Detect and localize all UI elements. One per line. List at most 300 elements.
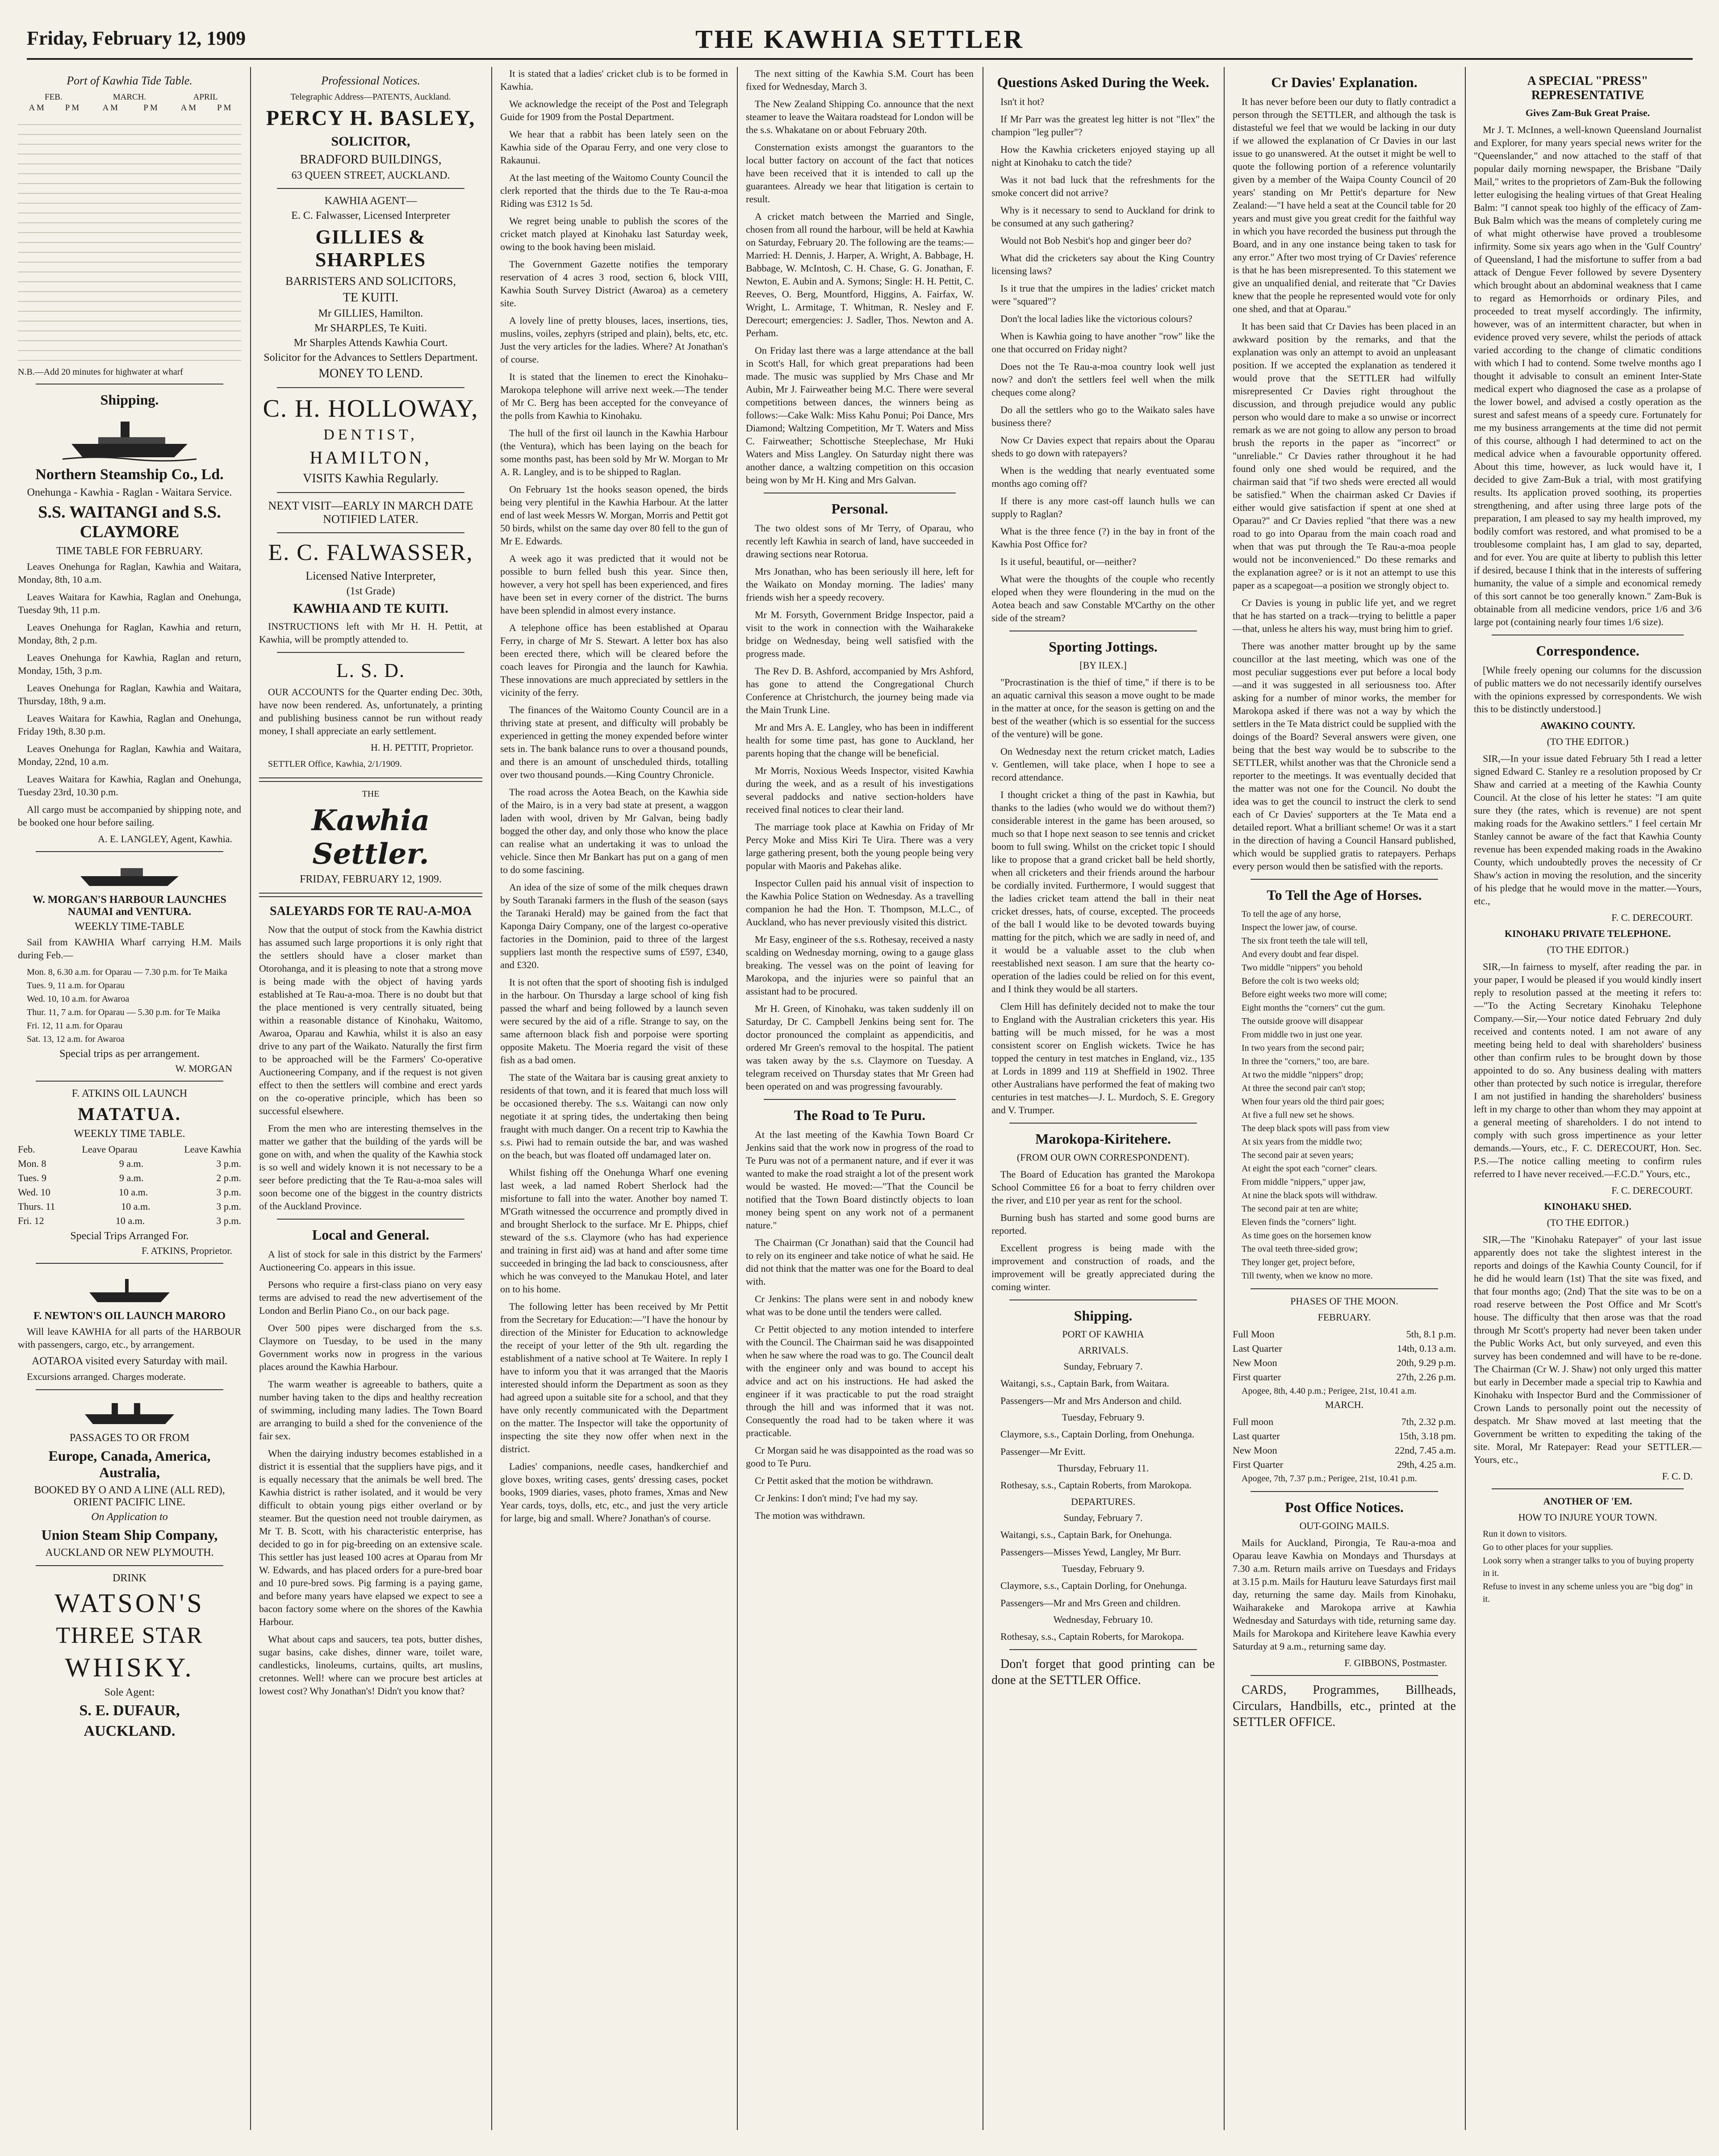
nss-company-name: Northern Steamship Co., Ld. (35, 466, 224, 483)
column-rule (737, 67, 738, 2130)
article-paragraph: We hear that a rabbit has been lately seen on the Kawhia side of the Oparau Ferry, and one very close to Rakaunui. (500, 129, 728, 166)
questions-heading: Questions Asked During the Week. (997, 74, 1209, 90)
tide-month: FEB. (45, 92, 63, 102)
shipping-heading: Shipping. (100, 392, 159, 408)
nss-signature: A. E. LANGLEY, Agent, Kawhia. (98, 833, 232, 844)
falwasser-text: INSTRUCTIONS left with Mr H. H. Pettit, at Kawhia, will be promptly attended to. (259, 621, 482, 645)
article-paragraph: An idea of the size of some of the milk cheques drawn by South Taranaki farmers in the flush of the season (says the Taranaki Herald) may be gained from the fact that Kaponga Dairy Company, one of the largest co-operative factories in the Dominion, paid to three of the largest suppliers last month the respective sums of £597, £340, and £320. (500, 882, 728, 970)
marokopa-byline: (FROM OUR OWN CORRESPONDENT). (1016, 1152, 1190, 1163)
launch-icon (76, 858, 183, 890)
departure-date: Wednesday, February 10. (1053, 1614, 1153, 1625)
atkins-name: F. ATKINS OIL LAUNCH (71, 1088, 188, 1099)
atkins-row: Mon. 8 9 a.m. 3 p.m. (18, 1158, 241, 1169)
basley-street: 63 QUEEN STREET, AUCKLAND. (291, 170, 450, 181)
poem-line: The oval teeth three-sided grow; (1242, 1244, 1358, 1254)
divider (277, 387, 464, 388)
article-paragraph: Over 500 pipes were discharged from the s.s. Claymore on Tuesday, to be used in the many Government works now in progress in the various places around the Kawhia Harbour. (259, 1322, 482, 1372)
poem-line: They longer get, project before, (1242, 1258, 1355, 1267)
departures-heading: DEPARTURES. (1071, 1496, 1135, 1507)
question-item: What is the three fence (?) in the bay in front of the Kawhia Post Office for? (991, 526, 1215, 550)
gillies-title: BARRISTERS AND SOLICITORS, (285, 275, 456, 288)
gillies-name: GILLIES & SHARPLES (315, 226, 427, 271)
saleyards-heading: SALEYARDS FOR TE RAU-A-MOA (270, 904, 472, 918)
question-item: When is Kawhia going to have another "row" like the one that occurred on Friday night? (991, 330, 1215, 355)
holloway-name: C. H. HOLLOWAY, (263, 395, 479, 422)
question-item: If there is any more cast-off launch hulls we can supply to Raglan? (991, 495, 1215, 519)
holloway-next-visit: NEXT VISIT—EARLY IN MARCH DATE NOTIFIED LATER. (268, 499, 473, 526)
letter-paragraph: SIR,—In fairness to myself, after reading the par. in your paper, I would be pleased if you would kindly insert reply to resolution passed at the meeting it refers to:—"To the Acting Secretary Kinohaku Telephone Company.—Sir,—Your notice dated February 2nd duly received and contents noted. I am not aware of any meeting being held to deal with shareholders' business other than confirm rules to be brought down by those appointed to do so. Any business dealing with matters other than protected by such notice is irregular, therefore I am not justified in handing the shareholders' business left in my charge to other than whom they may appoint at a general meeting of shareholders. I do not intend to comply with such gross impertinence as your letter demands.—Yours, etc., F. C. DERECOURT, Hon. Sec. P.S.—The notice calling meeting to confirm rules referred to I have never received.—F.C.D." Yours, etc., (1474, 961, 1702, 1179)
article-paragraph: Mr and Mrs A. E. Langley, who has been in indifferent health for some time past, has gone to Auckland, her parents hoping that the change will be beneficial. (746, 722, 974, 759)
injure-heading: HOW TO INJURE YOUR TOWN. (1518, 1512, 1657, 1523)
nss-line: Leaves Waitara for Kawhia, Raglan and Onehunga, Tuesday 9th, 11 p.m. (18, 591, 241, 615)
article-paragraph: A week ago it was predicted that it would not be possible to burn felled bush this year. Since then, however, a very hot spell has been experienced, and fires have been set in every corner of the district. The burns have been splendid in almost every instance. (500, 553, 728, 616)
tide-header: A M (29, 103, 44, 113)
road-heading: The Road to Te Puru. (794, 1107, 926, 1123)
awakino-heading: AWAKINO COUNTY. (1540, 720, 1635, 731)
poem-line: Inspect the lower jaw, of course. (1242, 923, 1358, 932)
article-paragraph: Burning bush has started and some good burns are reported. (991, 1212, 1215, 1236)
marokopa-heading: Marokopa-Kiritehere. (1035, 1131, 1171, 1147)
issue-date: Friday, February 12, 1909 (27, 27, 246, 49)
nss-timetable-title: TIME TABLE FOR FEBRUARY. (56, 545, 203, 557)
atkins-row: Wed. 10 10 a.m. 3 p.m. (18, 1187, 241, 1198)
kawhia-agent-name: E. C. Falwasser, Licensed Interpreter (291, 210, 450, 221)
article-paragraph: Cr Pettit asked that the motion be withdrawn. (755, 1475, 933, 1486)
divider (1251, 1675, 1438, 1676)
column-rule (250, 67, 251, 2130)
column-rule (491, 67, 492, 2130)
column-1 (18, 67, 241, 2130)
to-editor: (TO THE EDITOR.) (1547, 944, 1629, 955)
article-paragraph: Mrs Jonathan, who has been seriously ill here, left for the Waikato on Monday morning. The ladies' many friends wish her a speedy recovery. (746, 566, 974, 603)
poem-line: From middle "nippers," upper jaw, (1242, 1177, 1366, 1187)
nss-line: Leaves Onehunga for Raglan, Kawhia and Waitara, Thursday, 18th, 9 a.m. (18, 682, 241, 706)
poem-line: The outside groove will disappear (1242, 1016, 1363, 1026)
gillies-partner: Mr SHARPLES, Te Kuiti. (314, 322, 427, 334)
moon-row: First Quarter 29th, 4.25 a.m. (1233, 1459, 1456, 1470)
atkins-timetable-title: WEEKLY TIME TABLE. (74, 1128, 185, 1140)
article-paragraph: It is not often that the sport of shooting fish is indulged in the harbour. On Thursday a large school of king fish passed the wharf and being followed by a launch seven were secured by the aid of a rifle. Strange to say, on the same afternoon black fish and porpoise were sporting opposite Maketu. The Moeria regard the visit of these fish as a bad omen. (500, 977, 728, 1065)
watson-name: WATSON'S (54, 1588, 205, 1618)
divider (36, 1565, 223, 1566)
question-item: How the Kawhia cricketers enjoyed staying up all night at Kinohaku to catch the tide? (991, 144, 1215, 168)
newspaper-title: THE KAWHIA SETTLER (695, 25, 1024, 54)
morgan-intro: Sail from KAWHIA Wharf carrying H.M. Mails during Feb.— (18, 936, 241, 961)
moon-row: New Moon 22nd, 7.45 a.m. (1233, 1445, 1456, 1456)
poem-line: The deep black spots will pass from view (1242, 1124, 1390, 1133)
gillies-solicitor: Solicitor for the Advances to Settlers Department. (263, 352, 478, 364)
watson-three-star: THREE STAR (56, 1623, 203, 1648)
article-paragraph: The next sitting of the Kawhia S.M. Court has been fixed for Wednesday, March 3. (746, 68, 974, 92)
departure-date: Tuesday, February 9. (1062, 1563, 1145, 1574)
question-item: Is it true that the umpires in the ladies' cricket match were "squared"? (991, 283, 1215, 307)
article-paragraph: It has been said that Cr Davies has been placed in an awkward position by the remarks, and that the explanation was only an attempt to avoid an unpleasant position. If we accepted the explanation as tendered it would prove that the SETTLER had wilfully misrepresented Cr Davies right throughout the discussion, and through prejudice would any public person who would dare to make a so unwise or incorrect remark as we are not going to allow any person to broad brush the reports in the paper as "incorrect" or "unreliable." Cr Davies rather throughout it he had found only one shed would be required, and the chairman said that "if two sheds were erected all would be satisfied." When the chairman asked Cr Davies if either would give satisfaction if spent at one shed at Oparau?" and Cr Davies replied "that there was a new road to go into Oparau from the main coach road and when that was put through the Te Rau-a-moa people would not be inconvenienced." Do these remarks and the explanation agree? or is it not an attempt to use this paper as a scapegoat—a position we strongly object to. (1233, 321, 1456, 591)
article-paragraph: The Chairman (Cr Jonathan) said that the Council had to rely on its engineer and take notice of what he said. He did not think that the matter was one for the Board to deal with. (746, 1237, 974, 1287)
question-item: When is the wedding that nearly eventuated some months ago coming off? (991, 465, 1215, 489)
column-rule (1465, 67, 1466, 2130)
atkins-signature: F. ATKINS, Proprietor. (142, 1245, 232, 1256)
poem-line: In three the "corners," too, are bare. (1242, 1057, 1369, 1066)
arrival-date: Tuesday, February 9. (1062, 1412, 1145, 1423)
injure-item: Look sorry when a stranger talks to you of buying property in it. (1483, 1556, 1694, 1578)
divider (36, 851, 223, 852)
watson-whisky: WHISKY. (65, 1653, 194, 1682)
question-item: Why is it necessary to send to Auckland for drink to be consumed at any such gathering? (991, 205, 1215, 229)
article-paragraph: Mr Easy, engineer of the s.s. Rothesay, received a nasty scalding on Wednesday morning, owing to a gauge glass breaking. The vessel was on the point of leaving for Marokopa, and the injuries were so painful that an assistant had to be procured. (746, 934, 974, 997)
moon-row: Full Moon 5th, 8.1 p.m. (1233, 1329, 1456, 1340)
poem-line: From middle two in just one year. (1242, 1030, 1363, 1040)
oil-launch-icon (85, 1270, 174, 1306)
divider (1251, 1491, 1438, 1492)
question-item: What did the cricketers say about the King Country licensing laws? (991, 252, 1215, 276)
article-paragraph: The Board of Education has granted the Marokopa School Committee £6 for a boat to ferry children over the river, and £10 per year as rent for the school. (991, 1169, 1215, 1206)
letter-paragraph: SIR,—In your issue dated February 5th I read a letter signed Edward C. Stanley re a resolution proposed by Cr Shaw and carried at a meeting of the Kawhia County Council. At the close of his letter he states: "I am quite sure they (the rates, which is revenue) are not spent making roads for the Awakino settlers." I feel certain Mr Stanley cannot be aware of the fact that Kawhia County revenue has been expended making roads in the Awakino County, which undoubtedly proves the necessity of Cr Shaw's action in moving the resolution, and the sincerity of his pledge that he would move in the matter.—Yours, etc., (1474, 753, 1702, 907)
divider (36, 1263, 223, 1264)
divider (1251, 1288, 1438, 1289)
shipping-heading: Shipping. (1074, 1308, 1133, 1324)
article-paragraph: Consternation exists amongst the guarantors to the local butter factory on account of the fact that notices have been received that it is intended to call up the guarantees. Already we hear that litigation is certain to result. (746, 142, 974, 205)
departure-item: Passengers—Misses Yewd, Langley, Mr Burr. (1000, 1546, 1181, 1558)
morgan-signature: W. MORGAN (175, 1063, 232, 1074)
falwasser-title: Licensed Native Interpreter, (305, 569, 436, 582)
article-paragraph: Whilst fishing off the Onehunga Wharf one evening last week, a lad named Robert Sherlock had the misfortune to fall into the water. Another boy named T. M'Grath witnessed the occurrence and promptly dived in and brought Sherlock to the surface. Mr E. Phipps, chief steward of the s.s. Claymore (who has had experience and training in first aid) was at hand and after some time succeeded in bringing the lad back to consciousness, after which he was conveyed to the Manukau Hotel, and later on to his home. (500, 1167, 728, 1295)
question-item: Isn't it hot? (1000, 96, 1045, 107)
question-item: Is it useful, beautiful, or—neither? (1000, 556, 1137, 567)
newton-text: Will leave KAWHIA for all parts of the HARBOUR with passengers, cargo, etc., by arrangement. (18, 1326, 241, 1350)
lsd-heading: L. S. D. (336, 660, 406, 681)
tide-header: P M (143, 103, 158, 113)
poem-line: When four years old the third pair goes; (1242, 1097, 1384, 1107)
article-paragraph: The state of the Waitara bar is causing great anxiety to residents of that town, and it is feared that much loss will be occasioned thereby. The s.s. Waitangi can now only negotiate it at spring tides, the undertaking then being fraught with much danger. On a recent trip to Kawhia the s.s. Piwi had to remain outside the bar, and was washed on the beach, but was floated off undamaged later on. (500, 1072, 728, 1161)
poem-line: The second pair at seven years; (1242, 1150, 1354, 1160)
shed-heading: KINOHAKU SHED. (1544, 1201, 1631, 1212)
divider (277, 652, 464, 653)
column-4 (746, 67, 974, 2130)
arrivals-heading: ARRIVALS. (1078, 1345, 1129, 1356)
article-paragraph: We regret being unable to publish the scores of the cricket match played at Kinohaku last Saturday week, owing to the book having been mislaid. (500, 215, 728, 252)
article-paragraph: From the men who are interesting themselves in the matter we gather that the building of the yards will be gone on with, and when the quality of the Kawhia stock is so well and widely known it is not necessary to be a seer before predicting that the Te Rau-a-moa sales will soon become one of the biggest in the country districts of the Auckland Province. (259, 1123, 482, 1212)
post-office-heading: Post Office Notices. (1285, 1499, 1404, 1515)
letter-signature: F. C. DERECOURT. (1611, 1185, 1693, 1196)
article-paragraph: Mr M. Forsyth, Government Bridge Inspector, paid a visit to the work in connection with the Waiharakeke bridge on Wednesday, being well satisfied with the progress made. (746, 609, 974, 659)
question-item: What were the thoughts of the couple who recently eloped when they were floundering in the mud on the Aotea beach and saw Constable M'Carthy on the other side of the stream? (991, 573, 1215, 623)
morgan-line: Wed. 10, 10 a.m. for Awaroa (27, 994, 130, 1004)
watson-agent: Sole Agent: (104, 1687, 155, 1698)
lsd-office: SETTLER Office, Kawhia, 2/1/1909. (268, 759, 402, 769)
morgan-special: Special trips as per arrangement. (59, 1048, 200, 1060)
letter-signature: F. C. DERECOURT. (1611, 912, 1693, 923)
article-paragraph: What about caps and saucers, tea pots, butter dishes, sugar basins, cake dishes, dinner ware, toilet ware, candlesticks, linoleums, curtains, quilts, art muslins, cretonnes. Well! where can we procure best articles at lowest cost? Why Jonathan's! Didn't you know that? (259, 1634, 482, 1696)
column-5 (991, 67, 1215, 2130)
column-3 (500, 67, 728, 2130)
tide-table-title: Port of Kawhia Tide Table. (67, 74, 192, 87)
press-subheading: Gives Zam-Buk Great Praise. (1525, 107, 1650, 118)
moon-row: First quarter 27th, 2.26 p.m. (1233, 1371, 1456, 1383)
article-paragraph: A list of stock for sale in this district by the Farmers' Auctioneering Co. appears in this issue. (259, 1249, 482, 1273)
nss-line: Leaves Waitara for Kawhia, Raglan and Onehunga, Friday 19th, 8.30 p.m. (18, 713, 241, 737)
atkins-special: Special Trips Arranged For. (70, 1230, 189, 1242)
personal-heading: Personal. (831, 501, 888, 517)
divider (277, 188, 464, 189)
column-rule (1224, 67, 1225, 2130)
morgan-line: Thur. 11, 7 a.m. for Oparau — 5.30 p.m. for Te Maika (27, 1007, 220, 1017)
tide-header: P M (217, 103, 231, 113)
article-paragraph: It has never before been our duty to flatly contradict a person through the SETTLER, and although the task is distasteful we feel that we would be lacking in our duty if we allowed the explanation of Cr Davies in our last issue to go unanswered. At the outset it might be well to quote the following portion of a reference voluntarily given by a member of the Waipa County Council of 20 years' standing on Mr Pettit's departure for New Zealand:—"I have held a seat at the Council table for 20 years and must give you great credit for the faithful way in which you have recorded the business put through the Board, and in any one instance being taken to task for any error." After two most trying of Cr Davies' reference is that he has been misrepresented. To this statement we give an unqualified denial, and reiterate that "Cr Davies knew that the people he represented would vote for only one shed, and that at Oparau." (1233, 96, 1456, 314)
tide-table-body (18, 115, 241, 365)
passages-booked: BOOKED BY O AND A LINE (ALL RED), ORIENT PACIFIC LINE. (34, 1484, 225, 1508)
article-paragraph: There was another matter brought up by the same councillor at the last meeting, which was one of the most peculiar suggestions ever put before a local body—and it was suggested in all seriousness too. After asking for a number of minor works, the member for Marokopa asked if there was not a way by which the settlers in the Te Mata district could be supplied with the doings of the Board? Several answers were given, one being that the best way would be to subscribe to the SETTLER, whilst another was that the Chronicle send a reporter to the meetings. It was eventually decided that the matter was not one for the Council. No doubt the idea was to get the council to instruct the clerk to send each of Cr Davies' supporters at the Te Mata end a detailed report. What a brilliant scheme! Or was it a start in the direction of having a Council Hansard published, which would be supplied gratis to ratepayers. Perhaps every person would then be satisfied with the reports. (1233, 640, 1456, 872)
moon-month: FEBRUARY. (1317, 1312, 1371, 1323)
holloway-place: HAMILTON, (310, 447, 432, 468)
atkins-header: Feb. Leave Oparau Leave Kawhia (18, 1144, 241, 1155)
article-paragraph: Mr Morris, Noxious Weeds Inspector, visited Kawhia during the week, and as a result of his investigations several paddocks and native section-holders have received final notices to clear their land. (746, 765, 974, 815)
article-paragraph: When the dairying industry becomes established in a district it is essential that the suppliers have pigs, and it is equally necessary that the animals be well bred. The Kawhia district is rather isolated, and it would be very difficult to obtain young pigs either overland or by steamer. But the question need not trouble dairymen, as Mr T. B. Scott, with his characteristic enterprise, has decided to go in for pig-breeding on an extensive scale. This settler has just leased 100 acres at Oparau from Mr W. Edwards, and has placed orders for a pure-bred boar and 10 pure-bred sows. Pig farming is a paying game, and before many years have elapsed we expect to see a bacon factory some where on the shores of the Kawhia Harbour. (259, 1448, 482, 1627)
divider (1009, 1123, 1197, 1124)
departure-date: Sunday, February 7. (1063, 1512, 1143, 1523)
poem-line: At nine the black spots will withdraw. (1242, 1191, 1377, 1200)
article-paragraph: Mails for Auckland, Pirongia, Te Rau-a-moa and Oparau leave Kawhia on Mondays and Thursdays at 7.30 a.m. Return mails arrive on Tuesdays and Fridays at 3.15 p.m. Mails for Hauturu leave Saturdays first mail day, returning the same day. Mails from Kinohaku, Waiharakeke and Marokopa arrive at Kawhia Wednesday and Saturdays with tide, returning same day. Mails for Marokopa and Kiritehere leave Kawhia every Saturday at 9 a.m., returning same day. (1233, 1537, 1456, 1652)
post-office-signature: F. GIBBONS, Postmaster. (1344, 1657, 1447, 1668)
double-rule (259, 777, 482, 782)
poem-line: Till twenty, when we know no more. (1242, 1271, 1373, 1281)
morgan-line: Sat. 13, 12 a.m. for Awaroa (27, 1034, 125, 1044)
falwasser-place: KAWHIA AND TE KUITI. (293, 601, 448, 616)
gillies-attends: Mr Sharples Attends Kawhia Court. (293, 337, 448, 349)
atkins-row: Fri. 12 10 a.m. 3 p.m. (18, 1215, 241, 1226)
departure-item: Rothesay, s.s., Captain Roberts, for Marokopa. (1000, 1631, 1184, 1642)
poem-line: The second pair at ten are white; (1242, 1204, 1358, 1214)
holloway-title: DENTIST, (323, 426, 418, 443)
divider (36, 1389, 223, 1390)
question-item: Would not Bob Nesbit's hop and ginger beer do? (1000, 235, 1192, 246)
morgan-name: W. MORGAN'S HARBOUR LAUNCHES NAUMAI and VENTURA. (33, 894, 226, 918)
article-paragraph: Mr J. T. McInnes, a well-known Queensland Journalist and Explorer, for many years special news writer for the "Queenslander," and now attached to the staff of that popular daily morning newspaper, the Brisbane "Daily Mail," writes to the proprietors of Zam-Buk the following letter eulogising the healing virtues of that Great Healing Balm: "I cannot speak too highly of the efficacy of Zam-Buk Balm which was the means of completely curing me of what might otherwise have proved a troublesome infirmity. Some six years ago when in the 'Gulf Country' of Queensland, I had the misfortune to suffer from a bad attack of Dengue Fever followed by severe Dysentery which brought about an abdominal weakness that I came to regard as Hemorrhoids or ordinary Piles, and proceeded to treat myself accordingly. The infirmity, however, was of an intermittent character, but when in evidence proved very severe, whilst the periods of attack varied according to the change of climatic conditions with which I had to contend. Some twelve months ago I thought it advisable to consult an eminent Inter-State medical expert who diagnosed the case as a prolapse of the lower bowel, and advised a costly operation as the surest and safest means of a speedy cure. Fortunately for me my business arrangements at the time did not permit of this course, although I had determined to act on the medical advice when a favourable opportunity offered. About this time, however, as luck would have it, I decided to give Zam-Buk a trial, with most gratifying results. Its application proved soothing, its properties strengthening, and after using three large pots of the preparation, I am pleased to say my health improved, my bodily comfort was restored, and what promised to be a troublesome complaint has, I am glad to say, departed, and for ever. You are quite at liberty to publish this letter if desired, because I think that in the interests of suffering humanity, the value of a simple and economical remedy of this sort cannot be too generally known." Zam-Buk is obtainable from all medicine vendors, price 1/6 and 3/6 large pot (containing nearly four times 1/6 size). (1474, 124, 1702, 627)
newton-aotea: AOTAROA visited every Saturday with mail. (31, 1355, 227, 1367)
poem-line: Eight months the "corners" cut the gum. (1242, 1003, 1385, 1013)
question-item: Don't the local ladies like the victorious colours? (1000, 313, 1192, 324)
professional-notices-heading: Professional Notices. (321, 74, 420, 87)
tide-header: P M (65, 103, 79, 113)
poem-line: And every doubt and fear dispel. (1242, 949, 1359, 959)
press-heading: A SPECIAL "PRESS" REPRESENTATIVE (1527, 74, 1648, 102)
poem-line: Before eight weeks two more will come; (1242, 990, 1387, 999)
article-paragraph: On Friday last there was a large attendance at the ball in Scott's Hall, for which great preparations had been made. The music was supplied by Mrs Chase and Mr Aubin, Mr J. Fairweather being M.C. There were several competitions between dances, the winners being as follows:—Cake Walk: Miss Kahu Ponui; Poi Dance, Mrs Diamond; Waltzing Competition, Mr T. Waters and Miss C. Fairweather; Schottische Steeplechase, Mr Huki Waters and Miss Langley. On Saturday night there was another dance, a waltzing competition on this occasion being won by Mr H. King and Mrs Galvan. (746, 345, 974, 485)
passages-apply: On Application to (91, 1511, 168, 1523)
poem-line: At eight the spot each "corner" clears. (1242, 1164, 1377, 1174)
divider (277, 532, 464, 533)
paper-the: THE (362, 789, 380, 799)
letter-paragraph: SIR,—The "Kinohaku Ratepayer" of your last issue apparently does not take the slightest interest in the reports and doings of the Kawhia County Council, for if he did he would learn (1st) That the site was fixed, and that four months ago; (2nd) That the site was to be on a road reserve between the Post Office and Mr Scott's house. The difficulty that then arose was that the road through Mr Scott's property had never been taken under the Public Works Act, but only surveyed, and even this survey has been condemned and will have to be re-done. The Chairman (Cr W. J. Shaw) not only urged this matter but early in December made a special trip to Kawhia and Kinohaku with Inspector Burd and the Commissioner of Crown Lands to personally point out the necessity of despatch. Mr Shaw moved at last meeting that the Government be written to expediting the taking of the site. Moral, Mr Ratepayer: Read your SETTLER.—Yours, etc., (1474, 1234, 1702, 1465)
to-editor: (TO THE EDITOR.) (1547, 736, 1629, 747)
moon-heading: PHASES OF THE MOON. (1290, 1295, 1398, 1307)
article-paragraph: The Government Gazette notifies the temporary reservation of 4 acres 3 rood, section 6, block VIII, Kawhia South Survey District (Awaroa) as a cemetery site. (500, 259, 728, 309)
article-paragraph: "Procrastination is the thief of time," if there is to be an aquatic carnival this season a move ought to be made in the matter at once, for the season is getting on and the best of the weather (which is so essential for the success of the venture) will be gone. (991, 677, 1215, 740)
article-paragraph: We acknowledge the receipt of the Post and Telegraph Guide for 1909 from the Postal Department. (500, 98, 728, 122)
article-paragraph: The following letter has been received by Mr Pettit from the Secretary for Education:—"I have the honour by direction of the Minister for Education to acknowledge the receipt of your letter of the 9th ult. regarding the establishment of a native school at Te Waitere. In reply I have to inform you that it was arranged that the Maoris interested should inform the Department as soon as they had agreed upon a suitable site for a school, and that they have only recently communicated with the Department on the matter. The Inspector will take the opportunity of inspecting the site they now offer when next in the district. (500, 1301, 728, 1454)
article-paragraph: Ladies' companions, needle cases, handkerchief and glove boxes, writing cases, gents' dressing cases, pocket books, 1909 diaries, vases, photo frames, Xmas and New Year cards, toys, dolls, etc, etc., and just the very article for large, big and small. Where? Jonathan's of course. (500, 1461, 728, 1524)
morgan-line: Mon. 8, 6.30 a.m. for Oparau — 7.30 p.m. for Te Maika (27, 967, 227, 977)
gillies-place: TE KUITI. (343, 291, 399, 305)
paper-date: FRIDAY, FEBRUARY 12, 1909. (300, 873, 442, 885)
watson-place: AUCKLAND. (84, 1723, 176, 1739)
nss-route: Onehunga - Kawhia - Raglan - Waitara Service. (27, 487, 232, 498)
column-7 (1474, 67, 1702, 2130)
kawhia-agent: KAWHIA AGENT— (324, 195, 417, 207)
article-paragraph: The New Zealand Shipping Co. announce that the next steamer to leave the Waitara roadstead for London will be the s.s. Whakatane on or about February 20th. (746, 98, 974, 135)
divider (1251, 879, 1438, 880)
article-paragraph: The road across the Aotea Beach, on the Kawhia side of the Mairo, is in a very bad state at present, a waggon laden with wool, driven by Mr Galvan, being badly bogged the other day, and only those who know the place can realise what an undertaking it was to unload the vehicle. Since then Mr Bankart has put on a gang of men to do some fascining. (500, 786, 728, 875)
falwasser-name: E. C. FALWASSER, (268, 540, 473, 565)
shipping-port: PORT OF KAWHIA (1062, 1329, 1144, 1340)
falwasser-grade: (1st Grade) (346, 585, 395, 597)
article-paragraph: It is stated that the linemen to erect the Kinohaku–Marokopa telephone will arrive next week.—The tender of Mr C. Berg has been accepted for the conveyance of the polls from Kawhia to Kinohaku. (500, 371, 728, 421)
arrival-date: Thursday, February 11. (1057, 1462, 1149, 1474)
poem-line: As time goes on the horsemen know (1242, 1231, 1372, 1241)
sporting-heading: Sporting Jottings. (1049, 639, 1158, 655)
article-paragraph: At the last meeting of the Waitomo County Council the clerk reported that the thirds due to the Te Rau-a-moa Riding was £312 1s 5d. (500, 172, 728, 209)
article-paragraph: A telephone office has been established at Oparau Ferry, in charge of Mr S. Stewart. A letter box has also been erected there, which will be cleared before the coach leaves for Pirongia and the launch for Kawhia. These innovations are much appreciated by settlers in the vicinity of the ferry. (500, 622, 728, 698)
basley-name: PERCY H. BASLEY, (266, 106, 476, 130)
tide-month: APRIL (193, 92, 218, 102)
horses-heading: To Tell the Age of Horses. (1267, 887, 1422, 903)
poem-line: Two middle "nippers" you behold (1242, 963, 1363, 973)
poem-line: At three the second pair can't stop; (1242, 1083, 1365, 1093)
moon-row: New Moon 20th, 9.29 p.m. (1233, 1357, 1456, 1368)
article-paragraph: Cr Morgan said he was disappointed as the road was so good to Te Puru. (746, 1445, 974, 1469)
atkins-row: Thurs. 11 10 a.m. 3 p.m. (18, 1201, 241, 1212)
question-item: Do all the settlers who go to the Waikato sales have business there? (991, 404, 1215, 428)
article-paragraph: Persons who require a first-class piano on very easy terms are advised to read the new advertisement of the London and Berlin Piano Co., on our back page. (259, 1279, 482, 1316)
lsd-text: OUR ACCOUNTS for the Quarter ending Dec. 30th, have now been rendered. As, unfortunately, a printing and publishing business cannot be run without ready money, I shall appreciate an early settlement. (259, 686, 482, 736)
gillies-partner: Mr GILLIES, Hamilton. (318, 308, 423, 319)
article-paragraph: Excellent progress is being made with the improvement and construction of roads, and the improvement will be greatly appreciated during the coming winter. (991, 1242, 1215, 1292)
to-editor: (TO THE EDITOR.) (1547, 1217, 1629, 1228)
nss-vessels: S.S. WAITANGI and S.S. CLAYMORE (38, 503, 221, 541)
article-paragraph: A cricket match between the Married and Single, chosen from all round the harbour, will be held at Kawhia on Saturday, February 20. The following are the teams:—Married: H. Dennis, J. Harper, A. Wright, A. Babbage, H. Babbage, W. McIntosh, C. H. Chase, G. G. Jonathan, F. Newton, E. Aubin and A. Symons; Single: H. H. Pettit, C. Reeves, O. Berg, Mountford, Higgins, A. Fairfax, W. Wright, L. Armitage, T. Whitman, R. Nesley and F. Derecourt; emergencies: J. Sadler, Thos. Newton and A. Perham. (746, 211, 974, 338)
passages-place: AUCKLAND OR NEW PLYMOUTH. (45, 1547, 214, 1559)
holloway-visits: VISITS Kawhia Regularly. (303, 472, 439, 485)
liner-icon (80, 1396, 179, 1428)
article-paragraph: I thought cricket a thing of the past in Kawhia, but thanks to the ladies (who would we do without them?) considerable interest in the game has been aroused, so much so that I hope next season to see tennis and cricket boom to full swing. Whilst on the cricket topic I should like to propose that a grand cricket ball be held shortly, when all cricketers and their friends around the harbour be cordially invited. Furthermore, I would suggest that the ladies cricket team attend the ball in their neat cricket dresses, hats, of course, excepted. The proceeds of the ball I would like to be devoted towards buying matting for the pitch, which we are sadly in need of, and it would be a valuable asset to the club when reestablished next season. I am sure that the hearty co-operation of the ladies could be relied on for this event, and I think they would be all starters. (991, 789, 1215, 994)
moon-month: MARCH. (1325, 1399, 1364, 1410)
injure-item: Refuse to invest in any scheme unless you are "big dog" in it. (1483, 1582, 1693, 1604)
article-paragraph: Cr Davies is young in public life yet, and we regret that he has started on a track—trying to belittle a paper—that, unless he alters his way, must bring him to grief. (1233, 597, 1456, 634)
atkins-vessel: MATATUA. (78, 1104, 181, 1124)
poem-line: At six years from the middle two; (1242, 1137, 1362, 1147)
divider (1009, 1649, 1197, 1650)
passages-heading: PASSAGES TO OR FROM (69, 1432, 190, 1444)
divider (1009, 1299, 1197, 1300)
article-paragraph: The marriage took place at Kawhia on Friday of Mr Percy Moke and Miss Kiri Te Uira. There was a very large gathering present, both the young people being very popular with Maoris and Pakehas alike. (746, 821, 974, 871)
article-paragraph: The Rev D. B. Ashford, accompanied by Mrs Ashford, has gone to attend the Congregational Church Conference at Christchurch, the journey being made via the Main Trunk Line. (746, 665, 974, 715)
moon-apogee: Apogee, 8th, 4.40 p.m.; Perigee, 21st, 10.41 a.m. (1242, 1386, 1417, 1396)
column-2 (259, 67, 482, 2130)
post-office-subheading: OUT-GOING MAILS. (1299, 1520, 1389, 1531)
article-paragraph: The two oldest sons of Mr Terry, of Oparau, who recently left Kawhia in search of land, have succeeded in drawing sections near Rotorua. (746, 522, 974, 560)
passages-company: Union Steam Ship Company, (41, 1527, 218, 1543)
printing-notice: Don't forget that good printing can be done at the SETTLER Office. (991, 1657, 1215, 1687)
letter-signature: F. C. D. (1662, 1471, 1693, 1482)
article-paragraph: At the last meeting of the Kawhia Town Board Cr Jenkins said that the work now in progress of the road to Te Puru was not of a permanent nature, and if ever it was wanted to make the road straight a lot of the present work would be wasted. He moved:—"That the Council be notified that the Town Board distinctly objects to loan money being spent on any work not of a permanent nature." (746, 1129, 974, 1231)
masthead (27, 18, 1693, 60)
explanation-heading: Cr Davies' Explanation. (1271, 74, 1418, 90)
nss-note: All cargo must be accompanied by shipping note, and be booked one hour before sailing. (18, 804, 241, 828)
article-paragraph: Now that the output of stock from the Kawhia district has assumed such large proportions it is only right that the settlers should have a closer market than Otorohanga, and it is pleasing to note that a strong move is being made with the object of having yards established at Te Rau-a-moa. There is no doubt but that the place mentioned is very centrally situated, being within a reasonable distance of Kinohaku, Waitomo, Awaroa, Oparau and Kawhia, whilst it is also an easy drive to any part of the Waikato. Naturally the first firm to be approached will be the Farmers' Co-operative Auctioneering Company, and if the request is not given effect to then the settlers will combine and erect yards on the co-operative principle, which has been so successful elsewhere. (259, 924, 482, 1116)
basley-building: BRADFORD BUILDINGS, (300, 153, 442, 167)
arrival-item: Claymore, s.s., Captain Dorling, from Onehunga. (1000, 1429, 1195, 1440)
divider (277, 1219, 464, 1220)
morgan-line: Fri. 12, 11 a.m. for Oparau (27, 1021, 123, 1031)
arrival-item: Passenger—Mr Evitt. (1000, 1446, 1086, 1457)
watson-drink: DRINK (113, 1572, 146, 1584)
poem-line: The six front teeth the tale will tell, (1242, 936, 1368, 946)
watson-agent-name: S. E. DUFAUR, (79, 1702, 180, 1719)
morgan-timetable-title: WEEKLY TIME-TABLE (75, 921, 184, 932)
article-paragraph: Cr Pettit objected to any motion intended to interfere with the Council. The Chairman said he was disappointed when he saw where the road was to go. The Council dealt with the engineer only and was bound to accept his advice and act on his instructions. He had asked the engineer if it was practicable to put the road straight through the hill and was informed that it was not. Consequently the road had to be taken where it was practicable. (746, 1324, 974, 1438)
poem-line: At two the middle "nippers" drop; (1242, 1070, 1363, 1080)
question-item: If Mr Parr was the greatest leg hitter is not "Ilex" the champion "leg puller"? (991, 113, 1215, 138)
article-paragraph: The finances of the Waitomo County Council are in a thriving state at present, and difficulty will probably be experienced in getting the money expended before winter sets in. The bank balance runs to over a thousand pounds, and there is an amount of unscheduled thirds, totalling over two thousand pounds.—King Country Chronicle. (500, 704, 728, 780)
injure-item: Run it down to visitors. (1483, 1529, 1567, 1539)
article-paragraph: Inspector Cullen paid his annual visit of inspection to the Kawhia Police Station on Wednesday. As a travelling companion he had the Hon. T. Thompson, M.L.C., of Auckland, who has never previously visited this district. (746, 877, 974, 928)
atkins-row: Tues. 9 9 a.m. 2 p.m. (18, 1172, 241, 1183)
arrival-date: Sunday, February 7. (1063, 1361, 1143, 1372)
nss-line: Leaves Onehunga for Raglan, Kawhia and Waitara, Monday, 8th, 10 a.m. (18, 561, 241, 585)
tide-month: MARCH. (113, 92, 146, 102)
article-paragraph: A lovely line of pretty blouses, laces, insertions, ties, muslins, voiles, zephyrs (striped and plain), belts, etc, etc. Just the very articles for the ladies. Where? At Jonathan's of course. (500, 315, 728, 365)
moon-row: Last Quarter 14th, 0.13 a.m. (1233, 1343, 1456, 1354)
nss-line: Leaves Onehunga for Raglan, Kawhia and Waitara, Monday, 22nd, 10 a.m. (18, 743, 241, 767)
departure-item: Claymore, s.s., Captain Dorling, for Onehunga. (1000, 1580, 1187, 1591)
tide-header: A M (180, 103, 197, 113)
moon-row: Full moon 7th, 2.32 p.m. (1233, 1416, 1456, 1427)
divider (277, 492, 464, 493)
paper-title: Kawhia Settler. (311, 804, 430, 871)
steamship-icon (63, 413, 197, 462)
question-item: Was it not bad luck that the refreshments for the smoke concert did not arrive? (991, 174, 1215, 198)
poem-line: Eleven finds the "corners" light. (1242, 1217, 1356, 1227)
tide-note: N.B.—Add 20 minutes for highwater at wharf (18, 367, 183, 377)
passages-destinations: Europe, Canada, America, Australia, (48, 1448, 211, 1480)
article-paragraph: The motion was withdrawn. (755, 1510, 865, 1521)
article-paragraph: It is stated that a ladies' cricket club is to be formed in Kawhia. (500, 68, 728, 92)
question-item: Now Cr Davies expect that repairs about the Oparau sheds to go down with ratepayers? (991, 435, 1215, 459)
arrival-item: Waitangi, s.s., Captain Bark, from Waitara. (1000, 1378, 1169, 1389)
divider (1492, 1488, 1684, 1489)
tide-header: A M (102, 103, 118, 113)
morgan-line: Tues. 9, 11 a.m. for Oparau (27, 981, 125, 990)
sporting-byline: [BY ILEX.] (1079, 660, 1127, 671)
article-paragraph: Cr Jenkins: The plans were sent in and nobody knew what was to be done until the tenders were called. (746, 1293, 974, 1317)
article-paragraph: On February 1st the hooks season opened, the birds being very plentiful in the Kawhia Harbour. At the latter end of last week Messrs W. Morgan, Morris and Pettit got 50 birds, whilst on the same day over 80 fell to the gun of Mr E. Edwards. (500, 484, 728, 547)
question-item: Does not the Te Rau-a-moa country look well just now? and don't the settlers feel well when the milk cheques come along? (991, 361, 1215, 398)
newton-name: F. NEWTON'S OIL LAUNCH MARORO (33, 1310, 226, 1322)
moon-apogee: Apogee, 7th, 7.37 p.m.; Perigee, 21st, 10.41 p.m. (1242, 1474, 1417, 1483)
divider (36, 1081, 223, 1082)
poem-line: In two years from the second pair; (1242, 1043, 1364, 1053)
arrival-item: Rothesay, s.s., Captain Roberts, from Marokopa. (1000, 1479, 1192, 1491)
poem-line: To tell the age of any horse, (1242, 909, 1341, 919)
nss-line: Leaves Waitara for Kawhia, Raglan and Onehunga, Tuesday 23rd, 10.30 p.m. (18, 773, 241, 798)
injure-item: Go to other places for your supplies. (1483, 1542, 1613, 1552)
poem-line: Before the colt is two weeks old; (1242, 976, 1359, 986)
nss-line: Leaves Onehunga for Kawhia, Raglan and return, Monday, 15th, 3 p.m. (18, 652, 241, 676)
arrival-item: Passengers—Mr and Mrs Anderson and child. (1000, 1395, 1182, 1406)
divider (764, 1099, 956, 1100)
phone-heading: KINOHAKU PRIVATE TELEPHONE. (1504, 928, 1671, 939)
cards-notice: CARDS, Programmes, Billheads, Circulars, Handbills, etc., printed at the SETTLER OFFICE. (1233, 1683, 1456, 1729)
money-to-lend: MONEY TO LEND. (318, 367, 423, 380)
